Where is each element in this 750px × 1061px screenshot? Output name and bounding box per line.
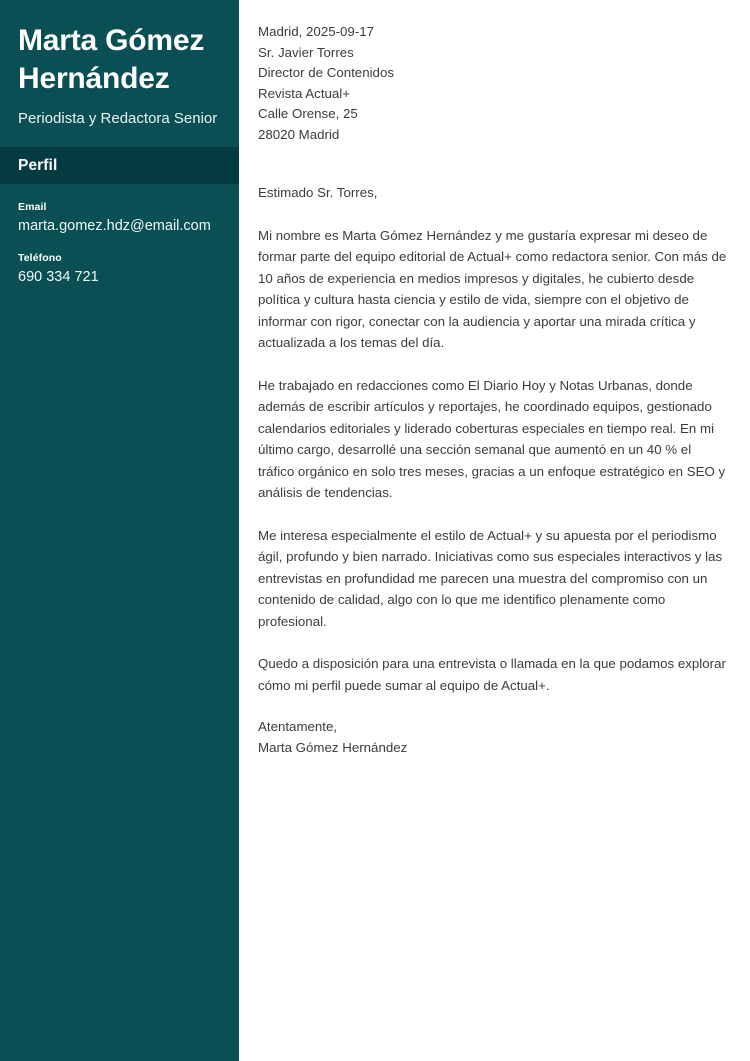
address-line-date: Madrid, 2025-09-17: [258, 24, 375, 39]
candidate-job-title: Periodista y Redactora Senior: [18, 110, 218, 127]
closing-salutation: Atentamente,: [258, 719, 338, 734]
closing-block: [258, 717, 727, 758]
sidebar: [0, 0, 239, 1061]
salutation: Estimado Sr. Torres,: [258, 185, 378, 200]
letter-body: [239, 0, 750, 1061]
contact-label-email: Email: [18, 201, 47, 213]
sidebar-section-header-perfil: [0, 147, 239, 184]
contact-list: [0, 184, 239, 287]
sidebar-header: [0, 0, 239, 145]
contact-value-phone[interactable]: 690 334 721: [18, 269, 99, 285]
address-block: [258, 22, 727, 145]
address-line-company: Revista Actual+: [258, 85, 351, 101]
contact-value-email[interactable]: marta.gomez.hdz@email.com: [18, 218, 211, 234]
address-line-city: 28020 Madrid: [258, 126, 340, 142]
address-line-recipient: Sr. Javier Torres: [258, 44, 354, 60]
sidebar-section-title: Perfil: [18, 157, 58, 174]
contact-item-phone: [18, 251, 221, 287]
address-line-street: Calle Orense, 25: [258, 106, 358, 121]
letter-paragraph-4: Quedo a disposición para una entrevista o llamada en la que podamos explorar cómo mi perfil puede sumar al equipo de Actual+.: [258, 656, 726, 693]
contact-item-email: [18, 200, 221, 236]
letter-paragraph-2: He trabajado en redacciones como El Diario Hoy y Notas Urbanas, donde además de escribir artículos y reportajes, he coordinado equipos, gestionado calendarios editoriales y liderado coberturas especiales en tiempo real. En mi último cargo, desarrollé una sección semanal que aumentó en un 40 % el tráfico orgánico en solo tres meses, gracias a un enfoque estratégico en SEO y análisis de tendencias.: [258, 377, 726, 500]
letter-paragraph-1: Mi nombre es Marta Gómez Hernández y me gustaría expresar mi deseo de formar parte del equipo editorial de Actual+ como redactora senior. Con más de 10 años de experiencia en medios impresos y digitales, he cubierto desde política y cultura hasta ciencia y estilo de vida, siempre con el objetivo de informar con rigor, conectar con la audiencia y aportar una mirada crítica y actualizada a los temas del día.: [258, 227, 727, 350]
signature-name: Marta Gómez Hernández: [258, 739, 408, 755]
contact-label-phone: Teléfono: [18, 252, 62, 264]
address-line-role: Director de Contenidos: [258, 65, 394, 80]
candidate-name: Marta Gómez Hernández: [18, 24, 205, 95]
letter-paragraph-3: Me interesa especialmente el estilo de Actual+ y su apuesta por el periodismo ágil, profundo y bien narrado. Iniciativas como sus especiales interactivos y las entrevistas en profundidad me parecen una muestra del compromiso con un contenido de calidad, algo con lo que me identifico plenamente como profesional.: [258, 527, 723, 629]
